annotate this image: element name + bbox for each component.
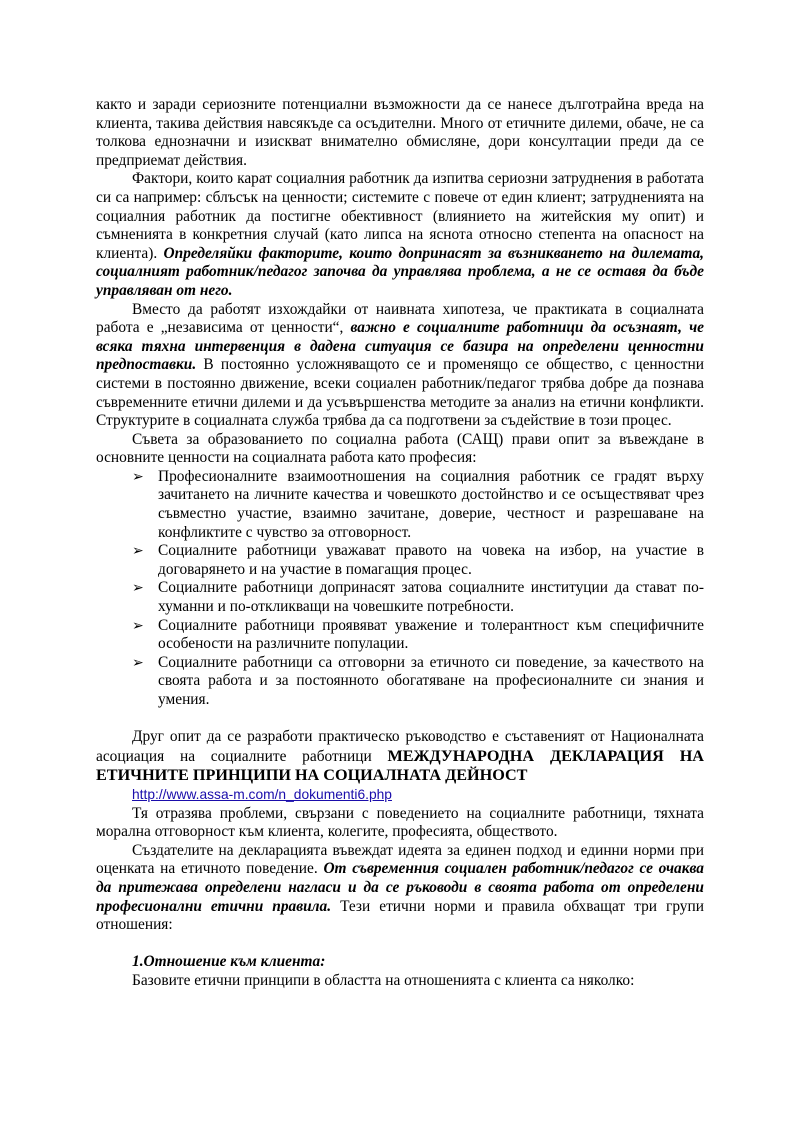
list-item (96, 654, 704, 710)
paragraph-7-text-1: Създателите на декларацията въвеждат идеята за единен подход и единни норми при оценката на етичното поведение. (96, 841, 704, 878)
paragraph-5-text: Друг опит да се разработи практическо ръководство е съставеният от Националната асоциация на социалните работници (96, 728, 704, 765)
values-list (96, 468, 704, 710)
list-item (96, 542, 704, 579)
paragraph-3-text-1: Вместо да работят изхождайки от наивната хипотеза, че практиката в социалната работа е „независима от ценности“, (96, 300, 704, 337)
declaration-title: МЕЖДУНАРОДНА ДЕКЛАРАЦИЯ НА ЕТИЧНИТЕ ПРИНЦИПИ НА СОЦИАЛНАТА ДЕЙНОСТ (96, 746, 704, 785)
declaration-link[interactable]: http://www.assa-m.com/n_dokumenti6.php (132, 786, 392, 802)
paragraph-3-emphasis: важно е социалните работници да осъзнаят, че всяка тяхна интервенция в дадена ситуация се базира на определени ценностни предпоставки. (96, 319, 704, 374)
paragraph-3-text-2: В постоянно усложняващото се и променящо се общество, с ценностни системи в постоянно движение, всеки социален работник/педагог трябва добре да познава съвременните етични дилеми и да усъвършенства методите за анализ на етични конфликти. Структурите в социалната служба трябва да са подготвени за съдействие в този процес. (96, 356, 704, 430)
list-item (96, 579, 704, 616)
list-item-text: Професионалните взаимоотношения на социалния работник се градят върху зачитането на личните качества и човешкото достойнство и се осъществяват чрез съвместно участие, взаимно зачитане, доверие, честност и разрешаване на конфликтите с чувство за отговорност. (158, 467, 704, 541)
section-1-heading: 1.Отношение към клиента: (132, 953, 326, 971)
list-item-text: Социалните работници проявяват уважение и толерантност към специфичните особености на различните популации. (158, 616, 704, 653)
paragraph-5 (96, 728, 704, 786)
list-item-text: Социалните работници са отговорни за етичното си поведение, за качеството на своята работа и за постоянното обогатяване на професионалните си знания и умения. (158, 653, 704, 708)
paragraph-2 (96, 170, 704, 300)
arrow-bullet-icon: ➢ (132, 617, 144, 634)
list-item (96, 468, 704, 542)
paragraph-6: Тя отразява проблеми, свързани с поведението на социалните работници, тяхната морална отговорност към клиента, колегите, професията, обществото. (96, 804, 704, 841)
paragraph-3 (96, 301, 704, 431)
paragraph-2-emphasis: Определяйки факторите, които допринасят за възникването на дилемата, социалният работник/педагог започва да управлява проблема, а не се оставя да бъде управляван от него. (96, 244, 704, 299)
arrow-bullet-icon: ➢ (132, 468, 144, 485)
paragraph-1: както и заради сериозните потенциални възможности да се нанесе дълготрайна вреда на клиента, такива действия навсякъде са осъдителни. Много от етичните дилеми, обаче, не са толкова еднозначни и изискват внимателно обмисляне, дори консултации преди да се предприемат действия. (96, 96, 704, 169)
paragraph-7 (96, 842, 704, 935)
list-item-text: Социалните работници допринасят затова социалните институции да стават по-хуманни и по-откликващи на човешките потребности. (158, 579, 704, 616)
paragraph-2-text: Фактори, които карат социалния работник да изпитва сериозни затруднения в работата си са например: сблъсък на ценности; системите с повече от един клиент; затрудненията на социалния работник да постигне обективност (влиянието на житейския му опит) и съмненията в конкретния случай (като липса на яснота относно степента на опасност на клиента). (96, 170, 704, 262)
paragraph-7-text-2: Тези етични норми и правила обхващат три групи отношения: (96, 897, 704, 934)
spacer (96, 935, 704, 954)
list-item-text: Социалните работници уважават правото на човека на избор, на участие в договарянето и на участие в помагащия процес. (158, 542, 704, 578)
list-item (96, 617, 704, 654)
arrow-bullet-icon: ➢ (132, 543, 144, 560)
paragraph-4: Съвета за образованието по социална работа (САЩ) прави опит за въвеждане в основните ценности на социалната работа като професия: (96, 430, 704, 467)
arrow-bullet-icon: ➢ (132, 580, 144, 597)
paragraph-7-emphasis: От съвременния социален работник/педагог се очаква да притежава определени нагласи и да се ръководи в своята работа от определени професионални етични правила. (96, 860, 704, 915)
spacer (96, 710, 704, 729)
arrow-bullet-icon: ➢ (132, 654, 144, 671)
section-1-text: Базовите етични принципи в областта на отношенията с клиента са няколко: (132, 971, 635, 989)
page-content (96, 96, 704, 991)
